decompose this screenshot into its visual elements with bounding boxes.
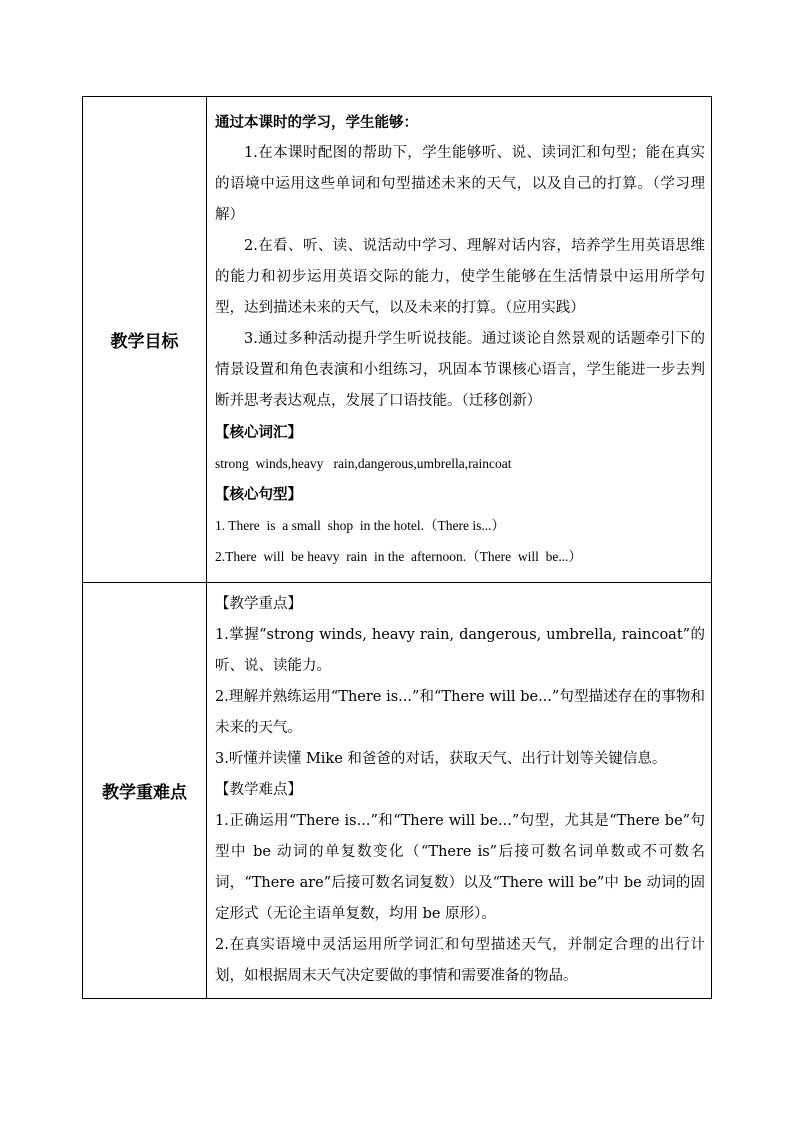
keypoints-content — [207, 583, 712, 999]
difficulty-heading: 【教学难点】 — [215, 782, 302, 798]
focus-item-3: 3.听懂并读懂 Mike 和爸爸的对话，获取天气、出行计划等关键信息。 — [215, 751, 667, 767]
sentence-item-2: 2.There will be heavy rain in the afternoon.（There will be...） — [215, 549, 583, 564]
objectives-row — [83, 97, 712, 583]
focus-item-2: 2.理解并熟练运用“There is...”和“There will be...”句型描述存在的事物和未来的天气。 — [215, 689, 705, 736]
objectives-intro: 通过本课时的学习，学生能够： — [215, 114, 418, 131]
sentence-heading: 【核心句型】 — [215, 486, 302, 503]
objective-item-1: 1.在本课时配图的帮助下，学生能够听、说、读词汇和句型；能在真实的语境中运用这些单词和句型描述未来的天气，以及自己的打算。（学习理解） — [215, 145, 705, 223]
difficulty-item-1: 1.正确运用“There is...”和“There will be...”句型，尤其是“There be”句型中 be 动词的单复数变化（“There is”后接可数名词单数或不可数名词，“There are”后接可数名词复数）以及“There will be”中 be 动词的固定形式（无论主语单复数，均用 be 原形）。 — [215, 813, 705, 922]
keypoints-row — [83, 583, 712, 999]
focus-heading: 【教学重点】 — [215, 596, 302, 612]
objective-item-2: 2.在看、听、读、说活动中学习、理解对话内容，培养学生用英语思维的能力和初步运用英语交际的能力，使学生能够在生活情景中运用所学句型，达到描述未来的天气，以及未来的打算。（应用实践） — [215, 238, 705, 316]
vocab-heading: 【核心词汇】 — [215, 424, 302, 441]
objective-item-3: 3.通过多种活动提升学生听说技能。通过谈论自然景观的话题牵引下的情景设置和角色表演和小组练习，巩固本节课核心语言，学生能进一步去判断并思考表达观点，发展了口语技能。（迁移创新） — [215, 331, 705, 409]
sentence-item-1: 1. There is a small shop in the hotel.（There is...） — [215, 518, 505, 533]
difficulty-item-2: 2.在真实语境中灵活运用所学词汇和句型描述天气，并制定合理的出行计划，如根据周末天气决定要做的事情和需要准备的物品。 — [215, 937, 705, 984]
objectives-label: 教学目标 — [83, 97, 207, 583]
focus-item-1: 1.掌握“strong winds, heavy rain, dangerous, umbrella, raincoat”的听、说、读能力。 — [215, 627, 705, 674]
vocab-list: strong winds,heavy rain,dangerous,umbrella,raincoat — [215, 456, 512, 471]
objectives-content — [207, 97, 712, 583]
lesson-plan-table — [82, 96, 712, 999]
keypoints-label: 教学重难点 — [83, 583, 207, 999]
